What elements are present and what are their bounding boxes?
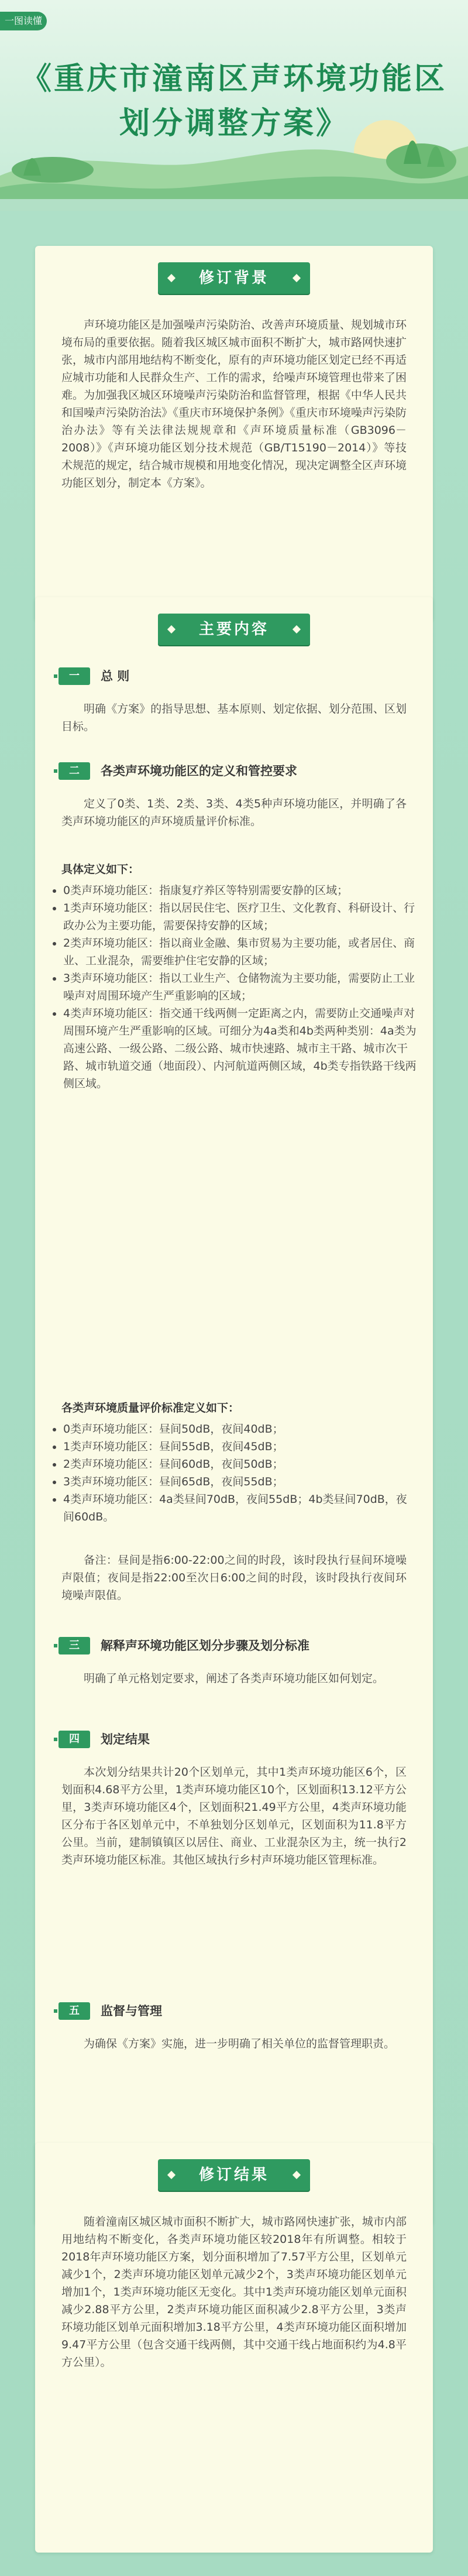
list-item: • 1类声环境功能区：昼间55dB，夜间45dB； [63,1438,417,1455]
background-text: 声环境功能区是加强噪声污染防治、改善声环境质量、规划城市环境布局的重要依据。随着我区城区城市面积不断扩大，城市路网快速扩张，城市内部用地结构不断变化，原有的声环境功能区划定已经不再适应城市功能和人民群众生产、工作的需求，给噪声环境管理也带来了困难。为加强我区城区环境噪声污染防治和监督管理，根据《中华人民共和国噪声污染防治法》《重庆市环境保护条例》《重庆市环境噪声污染防治办法》等有关法律法规规章和《声环境质量标准（GB3096－2008）》《声环境功能区划分技术规范（GB/T15190－2014）》等技术规范的规定，结合城市规模和用地变化情况，现决定调整全区声环境功能区划分，制定本《方案》。 [61,318,407,489]
section-number-3: 三 [58,1637,90,1654]
standards-label: 各类声环境质量评价标准定义如下： [61,1402,240,1414]
standards-list [53,1420,417,1526]
section-number-2: 二 [58,762,90,780]
section-number-4: 四 [58,1731,90,1748]
main-section-title: 主要内容 [158,614,310,645]
result-text: 随着潼南区城区城市面积不断扩大，城市路网快速扩张，城市内部用地结构不断变化，各类声环境功能区较2018年有所调整。相较于2018年声环境功能区方案，划分面积增加了7.57平方公里，区划单元减少1个，2类声环境功能区划单元减少2个，3类声环境功能区划单元增加1个，1类声环境功能区无变化。其中1类声环境功能区划单元面积减少2.88平方公里，2类声环境功能区面积减少2.8平方公里，3类声环境功能区划单元面积增加3.18平方公里，4类声环境功能区面积增加9.47平方公里（包含交通干线两侧，其中交通干线占地面积约为4.8平方公里）。 [61,2215,407,2369]
section-text-4: 本次划分结果共计20个区划单元，其中1类声环境功能区6个，区划面积4.68平方公里，1类声环境功能区10个，区划面积13.12平方公里，3类声环境功能区4个，区划面积21.49平方公里，4类声环境功能区分布于各区划单元中，不单独划分区划单元，区划面积为11.8平方公里。当前，建制镇镇区以居住、商业、工业混杂区为主，统一执行2类声环境功能区标准。其他区域执行乡村声环境功能区管理标准。 [61,1766,407,1866]
section-title-5: 监督与管理 [101,2004,162,2018]
list-item: • 2类声环境功能区：昼间60dB，夜间50dB； [63,1455,417,1473]
list-item: • 2类声环境功能区：指以商业金融、集市贸易为主要功能，或者居住、商业、工业混杂，需要维护住宅安静的区域； [63,934,417,970]
definitions-label: 具体定义如下： [61,863,140,876]
result-section-title: 修订结果 [158,2159,310,2191]
section-text-1: 明确《方案》的指导思想、基本原则、划定依据、划分范围、区划目标。 [61,703,407,733]
background-section-title: 修订背景 [158,262,310,294]
tag-label: 一图读懂 [0,12,47,30]
list-item: • 1类声环境功能区：指以居民住宅、医疗卫生、文化教育、科研设计、行政办公为主要功能，需要保持安静的区域； [63,899,417,934]
list-item: • 0类声环境功能区：指康复疗养区等特别需要安静的区域； [63,882,417,899]
page-title-line1: 《重庆市潼南区声环境功能区 [20,61,447,97]
list-item: • 3类声环境功能区：昼间65dB，夜间55dB； [63,1473,417,1491]
section-number-1: 一 [58,667,90,685]
definitions-list [53,882,417,1092]
section-intro-2: 定义了0类、1类、2类、3类、4类5种声环境功能区，并明确了各类声环境功能区的声环境质量评价标准。 [61,797,407,828]
standards-note: 备注：昼间是指6:00-22:00之间的时段，该时段执行昼间环境噪声限值；夜间是指22:00至次日6:00之间的时段，该时段执行夜间环境噪声限值。 [61,1554,407,1602]
section-title-1: 总 则 [101,669,130,683]
list-item: • 3类声环境功能区：指以工业生产、仓储物流为主要功能，需要防止工业噪声对周围环境产生严重影响的区域； [63,970,417,1005]
section-text-3: 明确了单元格划定要求，阐述了各类声环境功能区如何划定。 [84,1672,384,1685]
hero-banner [0,0,468,211]
section-title-4: 划定结果 [101,1732,150,1746]
section-title-2: 各类声环境功能区的定义和管控要求 [101,764,297,778]
page-title-line2: 划分调整方案》 [119,106,349,141]
section-title-3: 解释声环境功能区划分步骤及划分标准 [101,1639,309,1653]
list-item: • 4类声环境功能区：4a类昼间70dB，夜间55dB；4b类昼间70dB，夜间60dB。 [63,1491,417,1526]
section-text-5: 为确保《方案》实施，进一步明确了相关单位的监督管理职责。 [84,2037,395,2050]
section-number-5: 五 [58,2002,90,2020]
list-item: • 0类声环境功能区：昼间50dB，夜间40dB； [63,1420,417,1438]
list-item: • 4类声环境功能区：指交通干线两侧一定距离之内，需要防止交通噪声对周围环境产生严重影响的区域。可细分为4a类和4b类两种类别：4a类为高速公路、一级公路、二级公路、城市快速路、城市主干路、城市次干路、城市轨道交通（地面段）、内河航道两侧区域，4b类专指铁路干线两侧区域。 [63,1005,417,1092]
